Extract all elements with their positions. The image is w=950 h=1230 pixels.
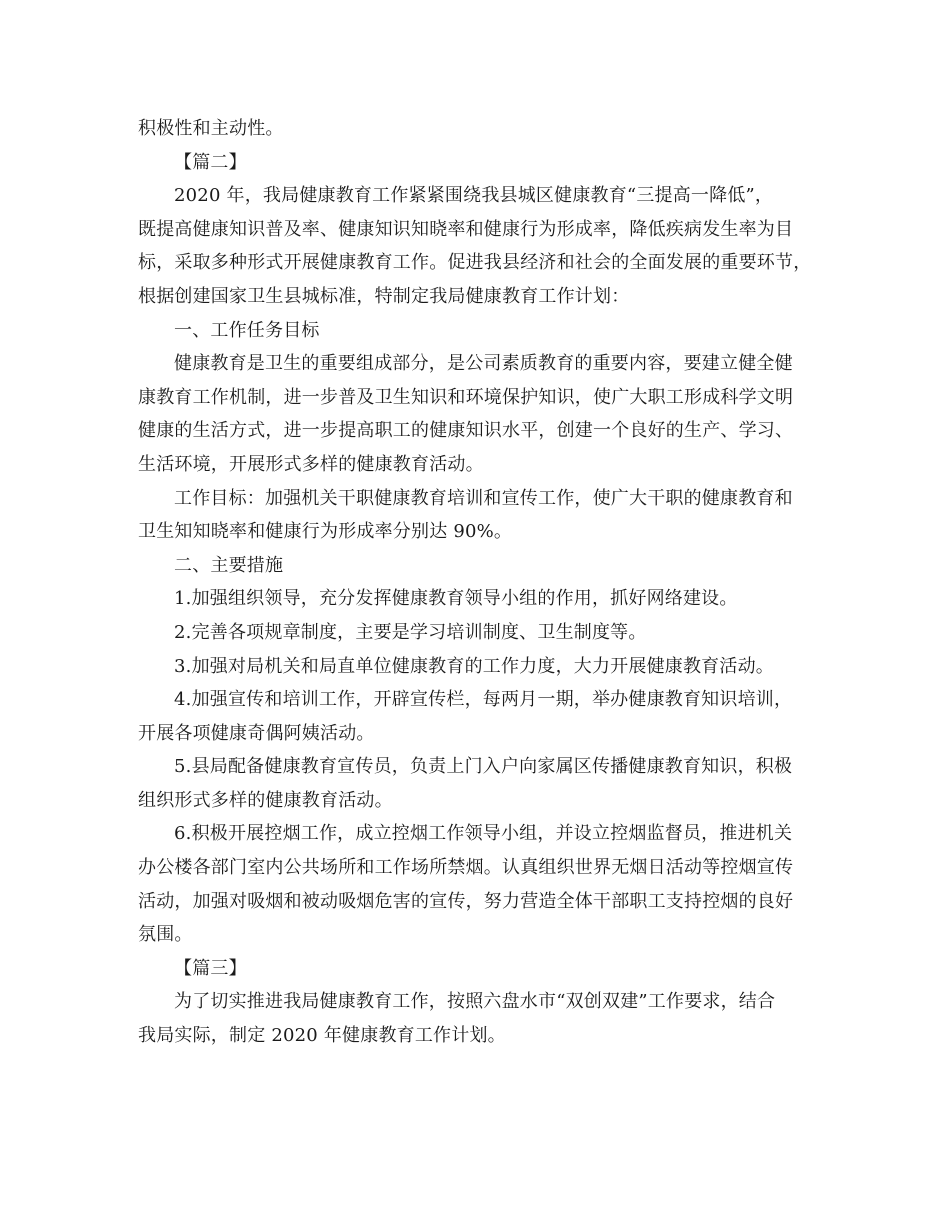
list-item-continuation: 活动，加强对吸烟和被动吸烟危害的宣传，努力营造全体干部职工支持控烟的良好	[138, 890, 794, 912]
list-item: 3.加强对局机关和局直单位健康教育的工作力度，大力开展健康教育活动。	[174, 655, 774, 677]
list-item: 2.完善各项规章制度，主要是学习培训制度、卫生制度等。	[174, 621, 647, 643]
list-item-continuation: 组织形式多样的健康教育活动。	[138, 789, 393, 811]
text-line: 健康的生活方式，进一步提高职工的健康知识水平，创建一个良好的生产、学习、	[138, 420, 794, 442]
document-body	[138, 112, 818, 1053]
list-item-continuation: 办公楼各部门室内公共场所和工作场所禁烟。认真组织世界无烟日活动等控烟宣传	[138, 857, 794, 879]
list-item-continuation: 开展各项健康奇偶阿姨活动。	[138, 722, 375, 744]
heading-main-measures: 二、主要措施	[174, 554, 284, 576]
list-item: 6.积极开展控烟工作，成立控烟工作领导小组，并设立控烟监督员，推进机关	[174, 823, 793, 845]
list-item: 1.加强组织领导，充分发挥健康教育领导小组的作用，抓好网络建设。	[174, 588, 738, 610]
heading-task-goals: 一、工作任务目标	[174, 319, 320, 341]
text-line: 标，采取多种形式开展健康教育工作。促进我县经济和社会的全面发展的重要环节，	[138, 252, 812, 274]
text-line: 根据创建国家卫生县城标准，特制定我局健康教育工作计划：	[138, 285, 630, 307]
list-item-continuation: 氛围。	[138, 924, 193, 946]
section-heading-2: 【篇二】	[174, 151, 247, 173]
list-item: 4.加强宣传和培训工作，开辟宣传栏，每两月一期，举办健康教育知识培训，	[174, 689, 793, 711]
list-item: 5.县局配备健康教育宣传员，负责上门入户向家属区传播健康教育知识，积极	[174, 756, 793, 778]
text-line: 2020 年，我局健康教育工作紧紧围绕我县城区健康教育“三提高一降低”，	[174, 185, 774, 207]
text-line: 工作目标：加强机关干职健康教育培训和宣传工作，使广大干职的健康教育和	[174, 487, 793, 509]
text-line: 康教育工作机制，进一步普及卫生知识和环境保护知识，使广大职工形成科学文明	[138, 386, 794, 408]
section-heading-3: 【篇三】	[174, 957, 247, 979]
text-line: 为了切实推进我局健康教育工作，按照六盘水市“双创双建”工作要求，结合	[174, 991, 776, 1013]
text-line: 既提高健康知识普及率、健康知识知晓率和健康行为形成率，降低疾病发生率为目	[138, 218, 794, 240]
text-line: 我局实际，制定 2020 年健康教育工作计划。	[138, 1025, 506, 1047]
text-line: 健康教育是卫生的重要组成部分，是公司素质教育的重要内容，要建立健全健	[174, 353, 793, 375]
text-line: 积极性和主动性。	[138, 118, 284, 139]
text-line: 生活环境，开展形式多样的健康教育活动。	[138, 453, 484, 475]
text-line: 卫生知知晓率和健康行为形成率分别达 90%。	[138, 521, 513, 543]
